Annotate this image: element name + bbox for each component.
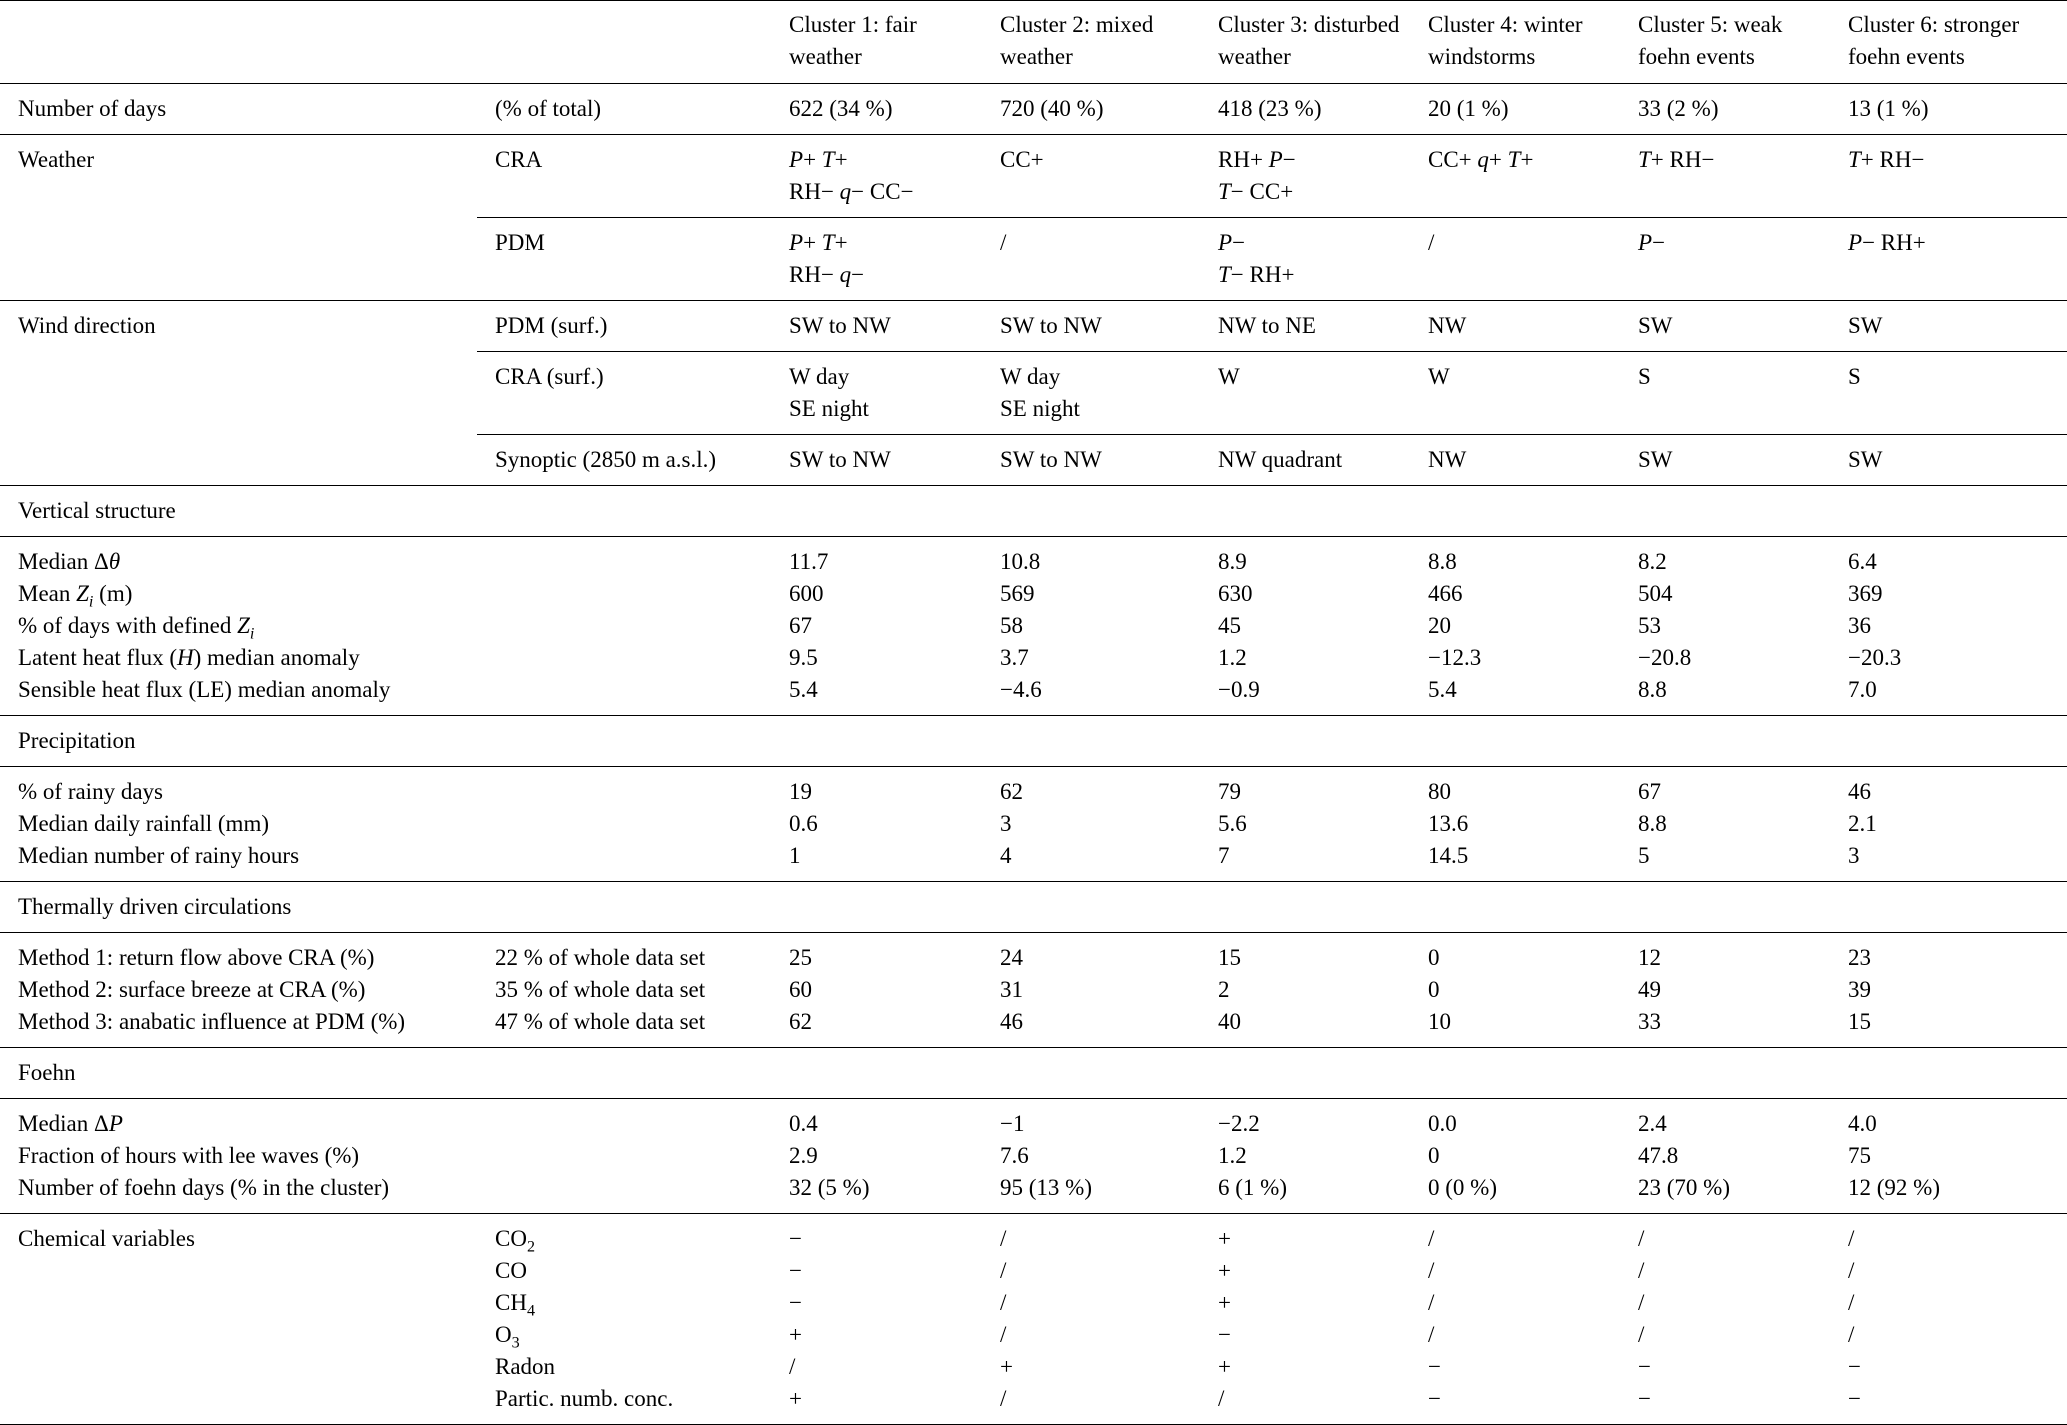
row-sublabel: 22 % of whole data set	[477, 933, 777, 975]
cell-line: SW	[1848, 447, 1883, 472]
cluster-2-value	[988, 218, 1206, 301]
table-row	[0, 1214, 2067, 1256]
cluster-3-value: 8.9	[1206, 537, 1416, 579]
cluster-1-value: 2.9	[789, 1143, 818, 1168]
cluster-4-value	[1416, 352, 1626, 435]
table-row	[0, 435, 2067, 486]
row-sublabel: Partic. numb. conc.	[477, 1383, 777, 1425]
cluster-1-value: 11.7	[777, 537, 988, 579]
cell-line: SW to NW	[1000, 447, 1102, 472]
cell-line: P−	[1638, 230, 1666, 255]
cluster-6-value: /	[1848, 1290, 1855, 1315]
cell-line: RH− q−	[789, 262, 865, 287]
cluster-1-value: 19	[777, 767, 988, 809]
cluster-2-value: −1	[988, 1099, 1206, 1141]
row-label	[0, 1255, 477, 1287]
row-label: Chemical variables	[0, 1214, 477, 1256]
header-cluster-3: Cluster 3: disturbed weather	[1206, 1, 1416, 84]
cluster-6-value: 36	[1848, 613, 1871, 638]
row-label: Median ΔP	[0, 1099, 477, 1141]
cell-line: T+ RH−	[1848, 147, 1925, 172]
cell-line: T− RH+	[1218, 262, 1295, 287]
cell-line: P−	[1218, 230, 1246, 255]
cell-line: W day	[789, 364, 850, 389]
cluster-4-value: /	[1428, 1290, 1435, 1315]
cluster-1-value: 5.4	[789, 677, 818, 702]
cluster-3-value: 418 (23 %)	[1206, 84, 1416, 135]
cluster-3-value: +	[1218, 1258, 1231, 1283]
cluster-2-value: 720 (40 %)	[988, 84, 1206, 135]
row-sublabel: $O_3$	[495, 1322, 520, 1352]
cluster-4-value: 8.8	[1416, 537, 1626, 579]
cluster-2-value: /	[1000, 1322, 1007, 1347]
cluster-4-value: 80	[1416, 767, 1626, 809]
cluster-4-value: −12.3	[1428, 645, 1482, 670]
cluster-5-value	[1626, 135, 1836, 218]
cluster-4-value	[1416, 218, 1626, 301]
cluster-5-value: 47.8	[1638, 1143, 1679, 1168]
cluster-5-value: 53	[1638, 613, 1661, 638]
cluster-4-value: 20	[1428, 613, 1451, 638]
table-row	[0, 301, 2067, 352]
row-sublabel	[477, 578, 777, 610]
cluster-2-value: /	[988, 1214, 1206, 1256]
cluster-1-value: −	[789, 1290, 802, 1315]
cluster-6-value: 13 (1 %)	[1836, 84, 2067, 135]
cluster-5-value: −20.8	[1638, 645, 1692, 670]
cluster-3-value: −0.9	[1218, 677, 1260, 702]
cluster-1-value: 25	[777, 933, 988, 975]
cluster-6-value	[1836, 218, 2067, 301]
cluster-1-value: 600	[789, 581, 824, 606]
cell-line: SW	[1638, 313, 1673, 338]
row-label	[0, 435, 477, 486]
cluster-3-value: −	[1218, 1322, 1231, 1347]
cluster-6-value: 75	[1848, 1143, 1871, 1168]
cluster-6-value: 369	[1848, 581, 1883, 606]
cluster-2-value: 31	[1000, 977, 1023, 1002]
cluster-3-value: 6 (1 %)	[1218, 1175, 1287, 1200]
cluster-3-value	[1206, 301, 1416, 352]
row-label: Method 1: return flow above CRA (%)	[0, 933, 477, 975]
cell-line: CC+ q+ T+	[1428, 147, 1534, 172]
cluster-4-value: 20 (1 %)	[1416, 84, 1626, 135]
cluster-5-value: 67	[1626, 767, 1836, 809]
cluster-4-value: 5.4	[1428, 677, 1457, 702]
cluster-3-value: 630	[1218, 581, 1253, 606]
cluster-3-value: 1.2	[1218, 1143, 1247, 1168]
cell-line: W	[1218, 364, 1240, 389]
cluster-6-value: −20.3	[1848, 645, 1902, 670]
row-sublabel: 35 % of whole data set	[495, 977, 706, 1002]
cluster-2-value: 46	[1000, 1009, 1023, 1034]
cluster-3-value: 2	[1218, 977, 1230, 1002]
cluster-4-value: 0	[1416, 933, 1626, 975]
header-cluster-5: Cluster 5: weak foehn events	[1626, 1, 1836, 84]
cluster-6-value: 23	[1836, 933, 2067, 975]
cluster-2-value	[988, 135, 1206, 218]
cluster-5-value: 8.8	[1638, 811, 1667, 836]
cluster-5-value: 33	[1638, 1009, 1661, 1034]
cluster-6-value	[1836, 352, 2067, 435]
section-header-row	[0, 1048, 2067, 1099]
cluster-6-value: 7.0	[1848, 677, 1877, 702]
cluster-3-value	[1206, 218, 1416, 301]
cluster-2-value: 569	[1000, 581, 1035, 606]
cluster-2-value: 10.8	[988, 537, 1206, 579]
cell-line: RH+ P−	[1218, 147, 1296, 172]
table-row	[0, 1319, 2067, 1351]
cluster-2-value	[988, 352, 1206, 435]
cluster-1-value: 0.4	[777, 1099, 988, 1141]
cluster-1-value: +	[777, 1383, 988, 1425]
cluster-4-value: 14.5	[1428, 843, 1469, 868]
cluster-4-value: 10	[1428, 1009, 1451, 1034]
row-label: Median Δθ	[0, 537, 477, 579]
cluster-6-value: 46	[1836, 767, 2067, 809]
cluster-6-value: 2.1	[1848, 811, 1877, 836]
table-row	[0, 1351, 2067, 1383]
cluster-1-value: 622 (34 %)	[777, 84, 988, 135]
cluster-6-value: 4.0	[1836, 1099, 2067, 1141]
table-row	[0, 1255, 2067, 1287]
row-label	[0, 1383, 477, 1425]
cluster-1-value: 0.6	[789, 811, 818, 836]
header-cluster-6: Cluster 6: stronger foehn events	[1836, 1, 2067, 84]
table-row	[0, 1172, 2067, 1214]
row-label	[0, 1351, 477, 1383]
cluster-2-value: −4.6	[1000, 677, 1042, 702]
cell-line: T− CC+	[1218, 179, 1294, 204]
table-row	[0, 933, 2067, 975]
row-sublabel	[477, 537, 777, 579]
row-sublabel	[477, 840, 777, 882]
cluster-2-value: /	[1000, 1258, 1007, 1283]
cell-line: NW to NE	[1218, 313, 1316, 338]
cluster-5-value: −	[1638, 1354, 1651, 1379]
row-label: Fraction of hours with lee waves (%)	[18, 1143, 360, 1168]
cluster-1-value: /	[789, 1354, 796, 1379]
cluster-6-value: −	[1836, 1383, 2067, 1425]
row-sublabel: CO	[495, 1258, 527, 1283]
table-row	[0, 610, 2067, 642]
cell-line: RH− q− CC−	[789, 179, 914, 204]
row-sublabel: (% of total)	[477, 84, 777, 135]
row-sublabel: PDM (surf.)	[477, 301, 777, 352]
cluster-4-value: 0.0	[1416, 1099, 1626, 1141]
cell-line: P+ T+	[789, 230, 848, 255]
section-header-row	[0, 486, 2067, 537]
cluster-5-value	[1626, 218, 1836, 301]
cell-line: CC+	[1000, 147, 1044, 172]
cluster-4-value: /	[1428, 1258, 1435, 1283]
cluster-2-value: 24	[988, 933, 1206, 975]
cluster-3-value	[1206, 435, 1416, 486]
row-label: Method 3: anabatic influence at PDM (%)	[18, 1009, 406, 1034]
cluster-4-value: 0	[1428, 977, 1440, 1002]
cluster-2-value: 58	[1000, 613, 1023, 638]
cluster-1-value: 67	[789, 613, 812, 638]
cluster-3-value: −2.2	[1206, 1099, 1416, 1141]
row-label: Median number of rainy hours	[18, 843, 300, 868]
row-sublabel	[477, 808, 777, 840]
row-label: Number of foehn days (% in the cluster)	[18, 1175, 390, 1200]
section-title: Vertical structure	[0, 486, 2067, 537]
row-sublabel	[477, 1172, 777, 1214]
cluster-1-value	[777, 352, 988, 435]
row-sublabel: PDM	[477, 218, 777, 301]
cluster-6-value: 12 (92 %)	[1848, 1175, 1940, 1200]
cluster-6-value: /	[1848, 1258, 1855, 1283]
table-row	[0, 135, 2067, 218]
table-row	[0, 1099, 2067, 1141]
row-sublabel: Synoptic (2850 m a.s.l.)	[477, 435, 777, 486]
cell-line: NW	[1428, 313, 1467, 338]
cluster-2-value	[988, 301, 1206, 352]
cluster-4-value: 0 (0 %)	[1428, 1175, 1497, 1200]
cluster-5-value: /	[1626, 1214, 1836, 1256]
table-body	[0, 1, 2067, 1425]
cell-line: SW to NW	[1000, 313, 1102, 338]
cell-line: SW	[1638, 447, 1673, 472]
cluster-5-value: /	[1638, 1322, 1645, 1347]
cell-line: /	[1000, 230, 1007, 255]
section-title: Precipitation	[0, 716, 2067, 767]
row-label: Number of days	[0, 84, 477, 135]
row-label: Mean $Z_i$ (m)	[18, 581, 133, 611]
table-row	[0, 84, 2067, 135]
table-row	[0, 767, 2067, 809]
row-label	[0, 1287, 477, 1319]
cluster-2-value: /	[988, 1383, 1206, 1425]
header-blank-cell	[477, 1, 777, 84]
cell-line: P+ T+	[789, 147, 848, 172]
table-row	[0, 642, 2067, 674]
row-sublabel: Radon	[495, 1354, 556, 1379]
cell-line: P− RH+	[1848, 230, 1926, 255]
cluster-5-value: −	[1626, 1383, 1836, 1425]
cluster-3-value: 7	[1218, 843, 1230, 868]
cell-line: SE night	[1000, 396, 1080, 421]
cluster-4-value: /	[1416, 1214, 1626, 1256]
row-label: % of days with defined $Z_i$	[18, 613, 255, 643]
cell-line: SE night	[789, 396, 869, 421]
section-header-row	[0, 882, 2067, 933]
cluster-2-value: 95 (13 %)	[1000, 1175, 1092, 1200]
cluster-5-value: 5	[1638, 843, 1650, 868]
cluster-2-value: 7.6	[1000, 1143, 1029, 1168]
cluster-1-value: 9.5	[789, 645, 818, 670]
section-header-row	[0, 716, 2067, 767]
row-label	[0, 352, 477, 435]
cluster-2-value: +	[1000, 1354, 1013, 1379]
cluster-3-value	[1206, 352, 1416, 435]
cell-line: NW	[1428, 447, 1467, 472]
cell-line: SW to NW	[789, 313, 891, 338]
table-row	[0, 1140, 2067, 1172]
cluster-2-value	[988, 435, 1206, 486]
cell-line: W	[1428, 364, 1450, 389]
cluster-5-value: 504	[1638, 581, 1673, 606]
cluster-2-value: /	[1000, 1290, 1007, 1315]
cluster-1-value	[777, 135, 988, 218]
table-row	[0, 218, 2067, 301]
cluster-5-value	[1626, 352, 1836, 435]
cluster-5-value: 12	[1626, 933, 1836, 975]
cluster-6-value	[1836, 301, 2067, 352]
cluster-4-value	[1416, 435, 1626, 486]
cluster-3-value: 1.2	[1218, 645, 1247, 670]
table-row	[0, 1383, 2067, 1425]
cluster-5-value: 8.2	[1626, 537, 1836, 579]
table-row	[0, 808, 2067, 840]
cell-line: NW quadrant	[1218, 447, 1343, 472]
cluster-6-value	[1836, 435, 2067, 486]
cell-line: /	[1428, 230, 1435, 255]
cluster-1-value	[777, 435, 988, 486]
row-label: Sensible heat flux (LE) median anomaly	[18, 677, 391, 702]
cluster-4-value: /	[1428, 1322, 1435, 1347]
cluster-3-value: +	[1218, 1290, 1231, 1315]
cluster-6-value: 6.4	[1836, 537, 2067, 579]
cluster-6-value: /	[1836, 1214, 2067, 1256]
cluster-6-value: −	[1848, 1354, 1861, 1379]
cluster-2-value: 4	[1000, 843, 1012, 868]
row-sublabel	[477, 610, 777, 642]
cluster-4-value: −	[1416, 1383, 1626, 1425]
cluster-6-value	[1836, 135, 2067, 218]
table-row	[0, 974, 2067, 1006]
cluster-2-value: 3	[1000, 811, 1012, 836]
cluster-4-value: 13.6	[1428, 811, 1469, 836]
cluster-5-value: 23 (70 %)	[1638, 1175, 1730, 1200]
cluster-3-value: 5.6	[1218, 811, 1247, 836]
header-cluster-2: Cluster 2: mixed weather	[988, 1, 1206, 84]
table-row	[0, 1006, 2067, 1048]
row-label: Median daily rainfall (mm)	[18, 811, 270, 836]
row-label	[0, 1319, 477, 1351]
cluster-3-value: /	[1206, 1383, 1416, 1425]
cluster-1-value: 32 (5 %)	[789, 1175, 870, 1200]
cluster-1-value	[777, 218, 988, 301]
header-blank-cell	[0, 1, 477, 84]
header-cluster-1: Cluster 1: fair weather	[777, 1, 988, 84]
cluster-4-value: 0	[1428, 1143, 1440, 1168]
cell-line: SW to NW	[789, 447, 891, 472]
row-sublabel	[477, 767, 777, 809]
cluster-1-value: 62	[789, 1009, 812, 1034]
cell-line: S	[1848, 364, 1861, 389]
cluster-3-value: +	[1206, 1214, 1416, 1256]
cluster-1-value: −	[777, 1214, 988, 1256]
cluster-4-value	[1416, 135, 1626, 218]
row-label: Method 2: surface breeze at CRA (%)	[18, 977, 366, 1002]
row-sublabel	[477, 1140, 777, 1172]
cluster-4-value: −	[1428, 1354, 1441, 1379]
cluster-5-value	[1626, 301, 1836, 352]
row-sublabel: $CO_2$	[477, 1214, 777, 1256]
row-label: Weather	[0, 135, 477, 218]
row-label: Latent heat flux (H) median anomaly	[18, 645, 360, 670]
cluster-5-value: 49	[1638, 977, 1661, 1002]
row-sublabel: 47 % of whole data set	[495, 1009, 706, 1034]
cluster-3-value	[1206, 135, 1416, 218]
cell-line: T+ RH−	[1638, 147, 1715, 172]
table-row	[0, 840, 2067, 882]
header-cluster-4: Cluster 4: winter windstorms	[1416, 1, 1626, 84]
row-sublabel	[477, 674, 777, 716]
row-sublabel	[477, 1099, 777, 1141]
cluster-1-value: −	[789, 1258, 802, 1283]
cluster-1-value	[777, 301, 988, 352]
table-row	[0, 1287, 2067, 1319]
row-label: Wind direction	[0, 301, 477, 352]
cluster-6-value: /	[1848, 1322, 1855, 1347]
row-label	[0, 218, 477, 301]
row-sublabel	[477, 642, 777, 674]
cluster-5-value: 33 (2 %)	[1626, 84, 1836, 135]
cluster-1-value: +	[789, 1322, 802, 1347]
cluster-6-value: 15	[1848, 1009, 1871, 1034]
cluster-6-value: 3	[1848, 843, 1860, 868]
table-row	[0, 674, 2067, 716]
cluster-1-value: 60	[789, 977, 812, 1002]
section-title: Foehn	[0, 1048, 2067, 1099]
cluster-2-value: 62	[988, 767, 1206, 809]
cell-line: S	[1638, 364, 1651, 389]
cluster-5-value: 2.4	[1626, 1099, 1836, 1141]
cluster-5-value: /	[1638, 1290, 1645, 1315]
cluster-4-value	[1416, 301, 1626, 352]
cluster-6-value: 39	[1848, 977, 1871, 1002]
cell-line: W day	[1000, 364, 1061, 389]
cell-line: SW	[1848, 313, 1883, 338]
row-label: % of rainy days	[0, 767, 477, 809]
header-row	[0, 1, 2067, 84]
cluster-3-value: 45	[1218, 613, 1241, 638]
row-sublabel: CRA (surf.)	[477, 352, 777, 435]
cluster-3-value: 79	[1206, 767, 1416, 809]
cluster-3-value: +	[1218, 1354, 1231, 1379]
row-sublabel: $CH_4$	[495, 1290, 535, 1320]
table-row	[0, 352, 2067, 435]
cluster-3-value: 40	[1218, 1009, 1241, 1034]
cluster-4-value: 466	[1428, 581, 1463, 606]
cluster-3-value: 15	[1206, 933, 1416, 975]
cluster-1-value: 1	[789, 843, 801, 868]
cluster-5-value: /	[1638, 1258, 1645, 1283]
cluster-5-value	[1626, 435, 1836, 486]
table-row	[0, 578, 2067, 610]
cluster-5-value: 8.8	[1638, 677, 1667, 702]
section-title: Thermally driven circulations	[0, 882, 2067, 933]
cluster-2-value: 3.7	[1000, 645, 1029, 670]
row-sublabel: CRA	[477, 135, 777, 218]
table-row	[0, 537, 2067, 579]
